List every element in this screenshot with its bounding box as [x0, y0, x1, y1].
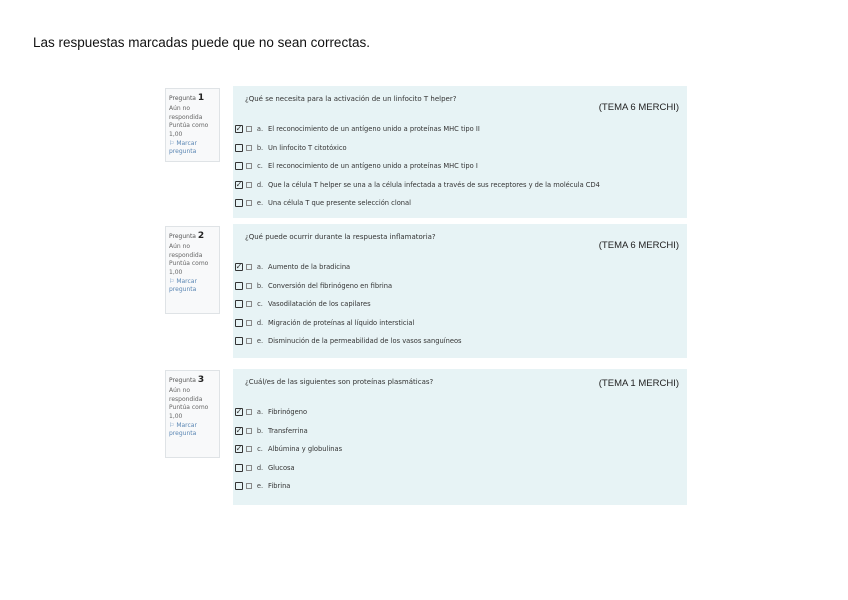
empty-mark-icon: [235, 162, 243, 170]
answer-letter: e.: [256, 337, 264, 346]
question-number: [169, 374, 216, 387]
answer-option[interactable]: [235, 120, 600, 139]
answer-option[interactable]: [235, 422, 342, 441]
marked-check-icon: ✓: [235, 179, 243, 189]
empty-mark-icon: [235, 300, 243, 308]
answer-letter: b.: [256, 143, 264, 152]
topic-label: (TEMA 6 MERCHI): [598, 240, 679, 251]
flag-icon: ⚐: [169, 421, 175, 429]
answer-text: Vasodilatación de los capilares: [268, 300, 371, 309]
answer-text: Glucosa: [268, 463, 295, 472]
answer-option[interactable]: [235, 459, 342, 478]
answer-list: [235, 120, 600, 213]
marked-check-icon: ✓: [235, 124, 243, 134]
topic-label: (TEMA 6 MERCHI): [598, 102, 679, 113]
marked-check-icon: ✓: [235, 444, 243, 454]
question-number: [169, 230, 216, 243]
flag-label: Marcar pregunta: [169, 139, 197, 156]
answer-option[interactable]: [235, 477, 342, 496]
question-label: Pregunta: [169, 95, 196, 102]
answer-list: [235, 258, 462, 351]
answer-option[interactable]: [235, 403, 342, 422]
answer-text: Una célula T que presente selección clonal: [268, 199, 411, 208]
empty-mark-icon: [235, 464, 243, 472]
answer-option[interactable]: [235, 314, 462, 333]
answer-option[interactable]: [235, 176, 600, 195]
answer-letter: d.: [256, 180, 264, 189]
empty-mark-icon: [235, 482, 243, 490]
question-text: ¿Qué puede ocurrir durante la respuesta inflamatoria?: [245, 233, 436, 241]
answer-text: Disminución de la permeabilidad de los vasos sanguíneos: [268, 337, 462, 346]
question-number-value: 1: [197, 93, 205, 103]
question-label: Pregunta: [169, 233, 196, 240]
answer-letter: a.: [256, 408, 264, 417]
answer-text: El reconocimiento de un antígeno unido a proteínas MHC tipo I: [268, 162, 478, 171]
flag-question-link[interactable]: [169, 278, 216, 295]
question-card-1: [233, 86, 687, 218]
question-label: Pregunta: [169, 377, 196, 384]
answer-text: Fibrina: [268, 482, 291, 491]
question-points: Puntúa como 1,00: [169, 122, 209, 139]
question-state: Aún no respondida: [169, 243, 203, 259]
answer-option[interactable]: [235, 295, 462, 314]
question-info-1: [165, 88, 220, 162]
flag-icon: ⚐: [169, 139, 175, 147]
answer-option[interactable]: [235, 277, 462, 296]
answer-text: Que la célula T helper se una a la célula infectada a través de sus receptores y de la molécula CD4: [268, 180, 600, 189]
question-card-2: [233, 224, 687, 358]
empty-mark-icon: [235, 319, 243, 327]
answer-list: [235, 403, 342, 496]
answer-option[interactable]: [235, 440, 342, 459]
answer-letter: e.: [256, 482, 264, 491]
question-points: Puntúa como 1,00: [169, 260, 209, 277]
answer-option[interactable]: [235, 194, 600, 213]
answer-letter: d.: [256, 463, 264, 472]
question-text: ¿Cuál/es de las siguientes son proteínas plasmáticas?: [245, 378, 434, 386]
empty-mark-icon: [235, 337, 243, 345]
answer-text: Un linfocito T citotóxico: [268, 143, 347, 152]
answer-letter: a.: [256, 125, 264, 134]
flag-label: Marcar pregunta: [169, 421, 197, 438]
answers-disclaimer: Las respuestas marcadas puede que no sean correctas.: [33, 35, 370, 50]
question-number: [169, 92, 216, 105]
marked-check-icon: ✓: [235, 407, 243, 417]
answer-text: Fibrinógeno: [268, 408, 308, 417]
answer-letter: c.: [257, 162, 263, 171]
empty-mark-icon: [235, 199, 243, 207]
answer-option[interactable]: [235, 332, 462, 351]
question-info-3: [165, 370, 220, 458]
answer-text: Aumento de la bradicina: [268, 263, 351, 272]
flag-label: Marcar pregunta: [169, 277, 197, 294]
flag-icon: ⚐: [169, 277, 175, 285]
flag-question-link[interactable]: [169, 140, 216, 157]
answer-letter: c.: [257, 300, 263, 309]
question-card-3: [233, 369, 687, 505]
answer-option[interactable]: [235, 258, 462, 277]
answer-text: Albúmina y globulinas: [268, 445, 343, 454]
answer-text: Migración de proteínas al líquido intersticial: [268, 318, 415, 327]
answer-letter: c.: [257, 445, 263, 454]
answer-letter: a.: [256, 263, 264, 272]
answer-text: Transferrina: [268, 426, 308, 435]
flag-question-link[interactable]: [169, 422, 216, 439]
answer-option[interactable]: [235, 139, 600, 158]
answer-text: El reconocimiento de un antígeno unido a proteínas MHC tipo II: [268, 125, 480, 134]
question-state: Aún no respondida: [169, 105, 203, 121]
question-number-value: 3: [197, 375, 205, 385]
answer-letter: e.: [256, 199, 264, 208]
answer-text: Conversión del fibrinógeno en fibrina: [268, 281, 393, 290]
answer-option[interactable]: [235, 157, 600, 176]
question-number-value: 2: [197, 231, 205, 241]
answer-letter: b.: [256, 426, 264, 435]
topic-label: (TEMA 1 MERCHI): [598, 378, 679, 389]
question-state: Aún no respondida: [169, 387, 203, 403]
marked-check-icon: ✓: [235, 262, 243, 272]
empty-mark-icon: [235, 144, 243, 152]
answer-letter: d.: [256, 318, 264, 327]
question-info-2: [165, 226, 220, 314]
answer-letter: b.: [256, 281, 264, 290]
marked-check-icon: ✓: [235, 425, 243, 435]
question-points: Puntúa como 1,00: [169, 404, 209, 421]
question-text: ¿Qué se necesita para la activación de un linfocito T helper?: [245, 95, 457, 103]
empty-mark-icon: [235, 282, 243, 290]
